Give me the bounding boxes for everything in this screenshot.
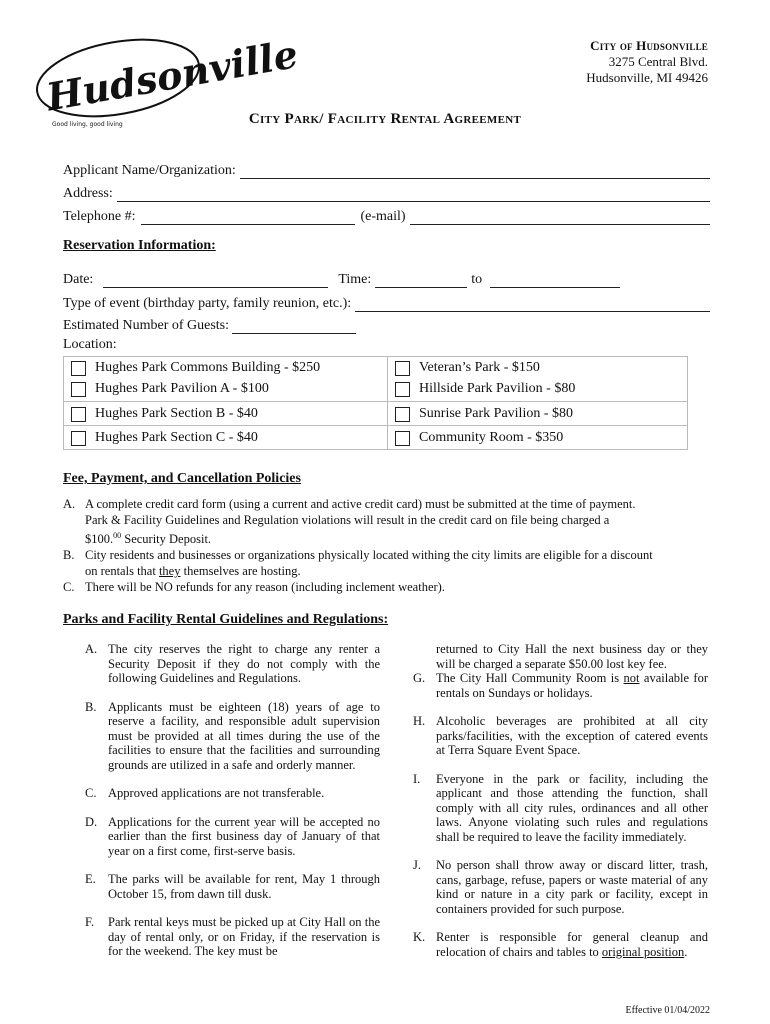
event-type-row [63,292,710,312]
location-option[interactable]: Community Room - $350 [395,429,563,447]
list-item: C. There will be NO refunds for any reason (including inclement weather). [63,580,445,595]
guidelines-right-column [413,642,708,959]
location-option[interactable]: Veteran’s Park - $150 [395,359,540,377]
guests-field[interactable] [232,320,356,334]
checkbox-icon[interactable] [395,431,410,446]
list-item: A. A complete credit card form (using a current and active credit card) must be submitted at the time of payment. Park & Facility Guidelines and Regulation violations will result in the credit card on file being charged a $100.00 Security Deposit. [63,497,636,547]
effective-date: Effective 01/04/2022 [625,1005,710,1016]
checkbox-icon[interactable] [71,407,86,422]
logo-tagline: Good living, good living [52,121,123,128]
city-address-block [586,38,708,86]
event-type-field[interactable] [355,298,710,312]
page-title: City Park/ Facility Rental Agreement [248,111,522,127]
to-label: to [471,272,483,287]
list-item-continued: returned to City Hall the next business day or they will be charged a separate $50.00 lost key fee. [436,642,708,671]
location-table [63,356,688,450]
checkbox-icon[interactable] [71,361,86,376]
checkbox-icon[interactable] [395,407,410,422]
event-type-label: Type of event (birthday party, family reunion, etc.): [63,296,352,311]
list-item: J. No person shall throw away or discard litter, trash, cans, garbage, refuse, papers or waste material of any kind or nature in a city park or facility, except in containers provided for such purpose. [413,858,708,916]
telephone-row [63,205,710,225]
location-option[interactable]: Hughes Park Section B - $40 [71,405,258,423]
fees-heading: Fee, Payment, and Cancellation Policies [63,471,301,486]
address-row [63,182,710,202]
time-end-field[interactable] [490,274,620,288]
list-item: F. Park rental keys must be picked up at City Hall on the day of rental only, or on Friday, if the reservation is for the weekend. The key must be [85,915,380,958]
applicant-name-row [63,159,710,179]
email-field[interactable] [410,211,710,225]
list-item: C. Approved applications are not transferable. [85,786,325,800]
list-item: I. Everyone in the park or facility, including the applicant and those attending the function, shall comply with all city rules, ordinances and all other laws. Anyone violating such rules and regulations shall be required to leave the facility immediately. [413,771,708,844]
address-field[interactable] [117,188,710,202]
time-label: Time: [338,272,372,287]
list-item: B. City residents and businesses or organizations physically located withing the city limits are eligible for a discount on rentals that they themselves are hosting. [63,548,653,579]
guests-label: Estimated Number of Guests: [63,318,230,333]
fees-list [63,496,723,595]
checkbox-icon[interactable] [395,382,410,397]
location-label: Location: [63,337,117,352]
list-item: D. Applications for the current year will be accepted no earlier than the first business day of January of that year on a first come, first-serve basis. [85,814,380,858]
applicant-name-field[interactable] [240,165,710,179]
date-time-row [63,268,710,288]
guidelines-heading: Parks and Facility Rental Guidelines and Regulations: [63,612,389,627]
location-option[interactable]: Hughes Park Pavilion A - $100 [71,380,269,398]
checkbox-icon[interactable] [395,361,410,376]
address-label: Address: [63,186,113,201]
city-state-zip: Hudsonville, MI 49426 [586,70,708,85]
checkbox-icon[interactable] [71,431,86,446]
street-address: 3275 Central Blvd. [608,54,708,69]
location-option[interactable]: Sunrise Park Pavilion - $80 [395,405,573,423]
guidelines-left-column [85,642,380,959]
date-label: Date: [63,272,94,287]
applicant-name-label: Applicant Name/Organization: [63,163,236,178]
logo-wordmark: Hudsonville [43,31,302,120]
list-item: B. Applicants must be eighteen (18) years of age to reserve a facility, and responsible adult supervision must be provided at all times during the use of the facilities to ensure that the facilities and surrounding grounds are utilized in a safe and orderly manner. [85,699,380,772]
checkbox-icon[interactable] [71,382,86,397]
location-option[interactable]: Hughes Park Commons Building - $250 [71,359,320,377]
reservation-heading: Reservation Information: [63,238,216,253]
list-item: K. Renter is responsible for general cleanup and relocation of chairs and tables to original position. [413,930,708,959]
list-item: E. The parks will be available for rent, May 1 through October 15, from dawn till dusk. [85,872,380,901]
location-option[interactable]: Hillside Park Pavilion - $80 [395,380,575,398]
email-label: (e-mail) [360,209,406,224]
list-item: G. The City Hall Community Room is not available for rentals on Sundays or holidays. [413,671,709,700]
city-name: City of Hudsonville [590,38,708,53]
guests-row [63,314,710,334]
date-field[interactable] [103,274,328,288]
list-item: A. The city reserves the right to charge any renter a Security Deposit if they do not comply with the following Guidelines and Regulations. [85,642,380,685]
location-option[interactable]: Hughes Park Section C - $40 [71,429,258,447]
time-start-field[interactable] [375,274,467,288]
list-item: H. Alcoholic beverages are prohibited at all city parks/facilities, with the exception of catered events at Terra Square Event Space. [413,714,708,757]
telephone-label: Telephone #: [63,209,136,224]
telephone-field[interactable] [141,211,355,225]
